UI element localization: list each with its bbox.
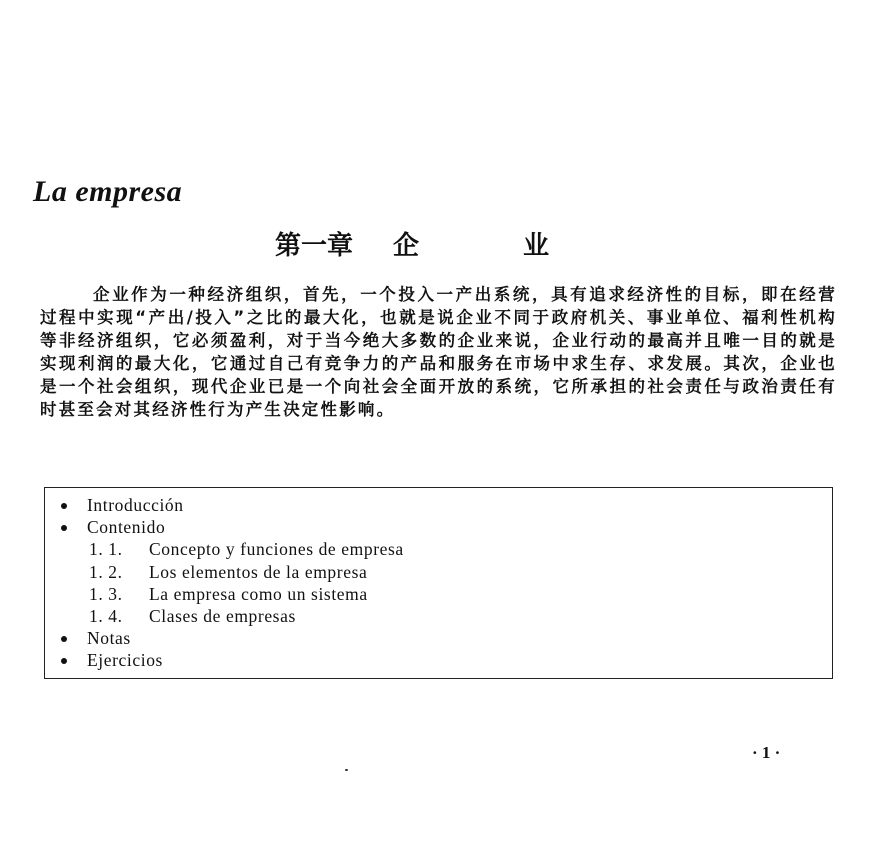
bullet-icon: [61, 636, 67, 642]
chapter-title-char-2: 业: [523, 231, 550, 261]
toc-item-contenido: [45, 516, 832, 538]
toc-subitem-label: Concepto y funciones de empresa: [149, 539, 404, 560]
chapter-number: 第一章: [275, 231, 354, 261]
toc-subitem-1-3: [45, 583, 832, 605]
toc-subitem-number: 1. 4.: [89, 605, 123, 626]
bullet-icon: [61, 503, 67, 509]
chapter-heading: [275, 228, 549, 264]
scan-speck: [345, 769, 348, 771]
toc-subitem-1-2: [45, 561, 832, 583]
toc-item-label: Ejercicios: [87, 650, 163, 671]
bullet-icon: [61, 525, 67, 531]
toc-subitem-1-4: [45, 605, 832, 627]
table-of-contents-list: [45, 494, 832, 672]
page-title: La empresa: [33, 175, 183, 208]
toc-subitem-label: La empresa como un sistema: [149, 583, 368, 604]
table-of-contents-box: [44, 487, 833, 679]
toc-item-ejercicios: [45, 649, 832, 671]
chapter-title-char-1: 企: [393, 231, 420, 261]
toc-item-introduccion: [45, 494, 832, 516]
toc-subitem-number: 1. 2.: [89, 561, 123, 582]
toc-subitem-number: 1. 1.: [89, 539, 123, 560]
toc-item-notas: [45, 627, 832, 649]
toc-item-label: Notas: [87, 628, 131, 649]
toc-item-label: Contenido: [87, 517, 166, 538]
page-number: · 1 ·: [752, 743, 781, 762]
toc-item-label: Introducción: [87, 495, 184, 515]
toc-subitem-label: Los elementos de la empresa: [149, 561, 368, 582]
toc-subitem-1-1: [45, 538, 832, 560]
bullet-icon: [61, 658, 67, 664]
toc-subitem-label: Clases de empresas: [149, 605, 296, 626]
chapter-intro-paragraph: 企业作为一种经济组织，首先，一个投入一产出系统，具有追求经济性的目标，即在经营过程中实现“产出/投入”之比的最大化，也就是说企业不同于政府机关、事业单位、福利性机构等非经济组织，它必须盈利，对于当今绝大多数的企业来说，企业行动的最高并且唯一目的就是实现利润的最大化，它通过自己有竞争力的产品和服务在市场中求生存、求发展。其次，企业也是一个社会组织，现代企业已是一个向社会全面开放的系统，它所承担的社会责任与政治责任有时甚至会对其经济性行为产生决定性影响。: [40, 285, 837, 420]
toc-subitem-number: 1. 3.: [89, 583, 123, 604]
